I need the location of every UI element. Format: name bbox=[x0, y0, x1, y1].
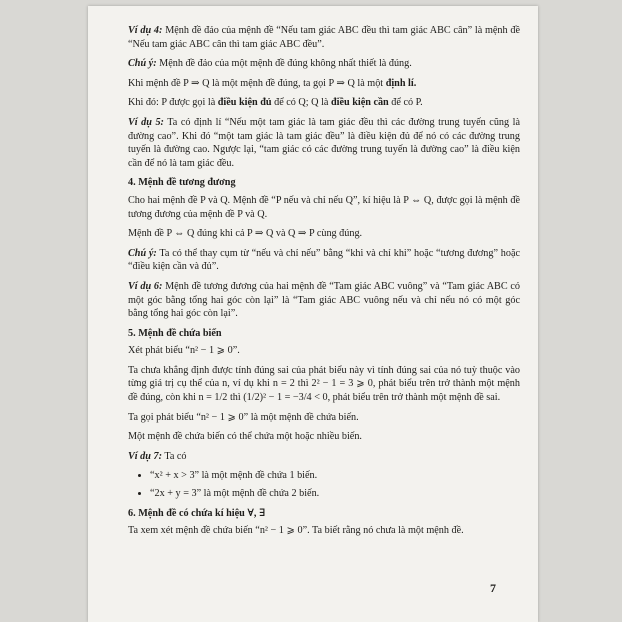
example-6-label: Ví dụ 6: bbox=[128, 280, 163, 292]
theorem-term: định lí. bbox=[385, 77, 417, 89]
section-6-text: Ta xem xét mệnh đề chứa biến “n² − 1 ⩾ 0”. Ta biết rằng nó chưa là một mệnh đề. bbox=[128, 525, 464, 537]
condition-text-c: để có P. bbox=[388, 97, 423, 109]
section-5-heading: 5. Mệnh đề chứa biến bbox=[128, 327, 222, 339]
example-6 bbox=[128, 280, 520, 321]
theorem-text: Khi mệnh đề P ⇒ Q là một mệnh đề đúng, ta gọi P ⇒ Q là một bbox=[128, 77, 386, 89]
page-content bbox=[128, 24, 520, 544]
page-number: 7 bbox=[490, 581, 496, 595]
note-1-label: Chú ý: bbox=[128, 58, 157, 70]
note-2-label: Chú ý: bbox=[128, 247, 157, 259]
example-5-label: Ví dụ 5: bbox=[128, 116, 164, 128]
note-1 bbox=[128, 57, 520, 71]
list-item: • “2x + y = 3” là một mệnh đề chứa 2 biến. bbox=[150, 487, 520, 501]
section-4-heading: 4. Mệnh đề tương đương bbox=[128, 177, 236, 189]
example-6-text: Mệnh đề tương đương của hai mệnh đề “Tam giác ABC vuông” và “Tam giác ABC có một góc bằng tổng hai góc còn lại” là “Tam giác ABC vuông nếu và chỉ nếu nó có một góc bằng tổng hai góc còn lại”. bbox=[128, 280, 520, 320]
note-1-text: Mệnh đề đảo của một mệnh đề đúng không nhất thiết là đúng. bbox=[156, 58, 412, 70]
section-5-text-2: Ta chưa khẳng định được tính đúng sai của phát biểu này vì tính đúng sai của nó tuỳ thuộc vào từng giá trị cụ thể của n, ví dụ khi n = 2 thì 2² − 1 = 3 ⩾ 0, phát biểu trên trở thành một mệnh đề đúng, còn khi n = 1/2 thì (1/2)² − 1 = −3/4 < 0, phát biểu trên trở thành một mệnh đề sai. bbox=[128, 364, 520, 404]
example-7-text: Ta có bbox=[161, 450, 187, 462]
sufficient-condition-term: điều kiện đủ bbox=[217, 97, 272, 109]
section-4-text-1: Cho hai mệnh đề P và Q. Mệnh đề “P nếu và chỉ nếu Q”, kí hiệu là P ⇔ Q, được gọi là mệnh đề tương đương của mệnh đề P và Q. bbox=[128, 194, 520, 220]
theorem-definition bbox=[128, 77, 520, 91]
example-4-label: Ví dụ 4: bbox=[128, 25, 163, 36]
condition-definition bbox=[128, 96, 520, 110]
example-7 bbox=[128, 450, 520, 464]
necessary-condition-term: điều kiện cần bbox=[330, 97, 389, 109]
document-page bbox=[88, 6, 538, 622]
section-6-heading: 6. Mệnh đề có chứa kí hiệu ∀, ∃ bbox=[128, 507, 266, 519]
example-5-text: Ta có định lí “Nếu một tam giác là tam giác đều thì các đường trung tuyến cũng là đường cao”. Khi đó “một tam giác là tam giác đều” là điều kiện đủ để nó có các đường trung tuyến là đường cao. Ngược lại, “tam giác có các đường trung tuyến là đường cao” là điều kiện cần để nó là tam giác đều. bbox=[128, 116, 520, 169]
section-5-text-1: Xét phát biểu “n² − 1 ⩾ 0”. bbox=[128, 345, 240, 357]
note-2 bbox=[128, 247, 520, 274]
example-4-text: Mệnh đề đảo của mệnh đề “Nếu tam giác ABC đều thì tam giác ABC cân” là mệnh đề “Nếu tam giác ABC cân thì tam giác ABC đều”. bbox=[128, 25, 521, 50]
example-4 bbox=[128, 24, 520, 51]
section-4-text-2: Mệnh đề P ⇔ Q đúng khi cả P ⇒ Q và Q ⇒ P cùng đúng. bbox=[128, 228, 363, 240]
section-5-text-3: Ta gọi phát biểu “n² − 1 ⩾ 0” là một mệnh đề chứa biến. bbox=[128, 411, 359, 423]
note-2-text: Ta có thể thay cụm từ “nếu và chỉ nếu” bằng “khi và chỉ khi” hoặc “tương đương” hoặc “điều kiện cần và đủ”. bbox=[128, 247, 520, 273]
example-5 bbox=[128, 116, 520, 170]
condition-text-a: Khi đó: P được gọi là bbox=[128, 97, 218, 109]
condition-text-b: để có Q; Q là bbox=[271, 97, 331, 109]
example-7-label: Ví dụ 7: bbox=[128, 450, 162, 462]
example-7-list bbox=[128, 469, 520, 500]
list-item: • “x² + x > 3” là một mệnh đề chứa 1 biến. bbox=[150, 469, 520, 483]
section-5-text-4: Một mệnh đề chứa biến có thể chứa một hoặc nhiều biến. bbox=[128, 431, 362, 443]
